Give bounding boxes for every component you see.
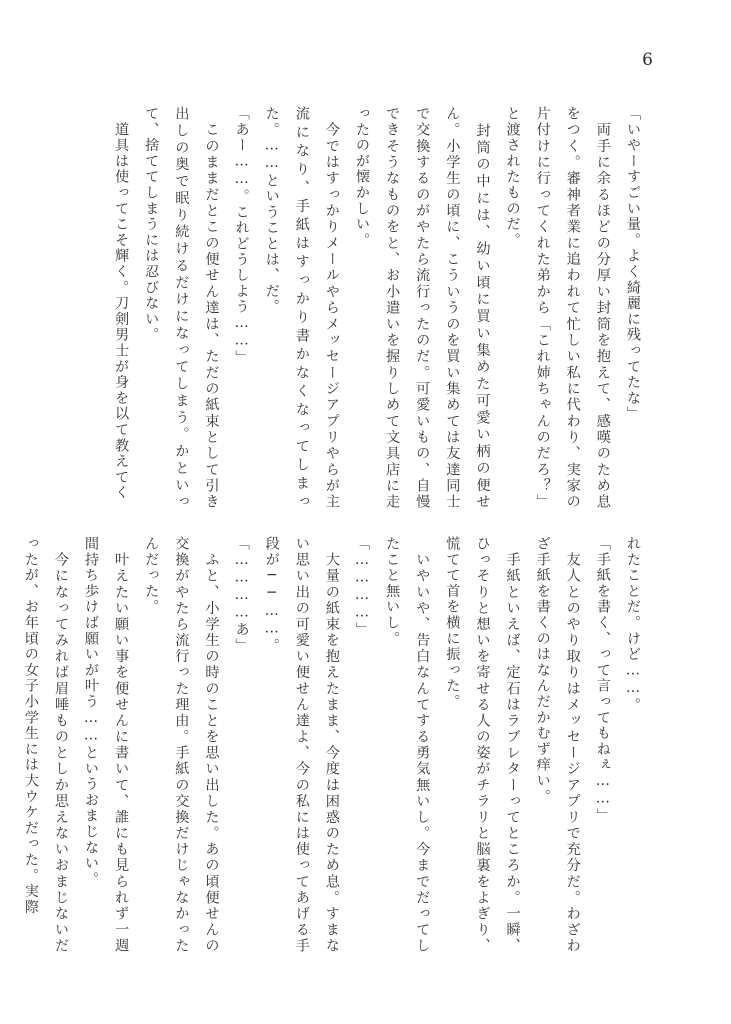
paragraph: 道具は使ってこそ輝く。刀剣男士が身を以て教えてく: [113, 106, 130, 501]
paragraph: 両手に余るほどの分厚い封筒を抱えて、感嘆のため息をつく。審神者業に追われて忙しい私に代わり、実家の片付けに行ってくれた弟から「これ姉ちゃんのだろ？」と渡されたものだ。: [504, 106, 611, 510]
page-number: 6: [642, 50, 653, 70]
paragraph: 大量の紙束を抱えたまま、今度は困惑のため息。すまない思い出の可愛い便せん達よ、今の私には使ってあげる手段が──……。: [263, 536, 340, 954]
body-text-block-bottom: [22, 536, 648, 954]
paragraph: 封筒の中には、幼い頃に買い集めた可愛い柄の便せん。小学生の頃に、こういうのを買い集めては友達同士で交換するのがやたら流行ったのだ。可愛いもの、自慢できそうなものをと、お小遣いを握りしめて文具店に走ったのが懐かしい。: [354, 106, 491, 510]
paragraph: いやいや、告白なんてする勇気無いし。今までだってしたこと無いし。: [384, 536, 431, 954]
paragraph: れたことだ。けど……。: [625, 536, 641, 714]
paragraph: 叶えたい願い事を便せんに書いて、誰にも見られず一週間持ち歩けば願いが叶う……というおまじない。: [83, 536, 130, 954]
paragraph: 「…………あ」: [233, 536, 250, 654]
paragraph: 手紙といえば、定石はラブレターってところか。一瞬、ひっそりと想いを寄せる人の姿がチラリと脳裏をよぎり、慌てて首を横に振った。: [444, 536, 521, 954]
paragraph: 「手紙を書く、って言ってもねぇ……」: [594, 536, 611, 824]
paragraph: 「いやーすごい量。よく綺麗に残ってたな」: [625, 106, 641, 422]
paragraph: 「あー……。これどうしよう……」: [233, 106, 250, 366]
paragraph: 友人とのやり取りはメッセージアプリで充分だ。わざわざ手紙を書くのはなんだかむず痒い。: [534, 536, 581, 954]
paragraph: ふと、小学生の時のことを思い出した。あの頃便せんの交換がやたら流行った理由。手紙の交換だけじゃなかったんだった。: [143, 536, 220, 954]
body-text-block-top: [82, 106, 648, 510]
paragraph: 「…………」: [354, 536, 371, 638]
paragraph: 今ではすっかりメールやらメッセージアプリやらが主流になり、手紙はすっかり書かなくなってしまった。……ということは、だ。: [263, 106, 340, 510]
paragraph: 今になってみれば眉唾ものとしか思えないおまじないだったが、お年頃の女子小学生には大ウケだった。実際: [22, 536, 69, 954]
paragraph: このままだとこの便せん達は、ただの紙束として引き出しの奥で眠り続けるだけになってしまう。かといって、捨ててしまうには忍びない。: [143, 106, 220, 510]
